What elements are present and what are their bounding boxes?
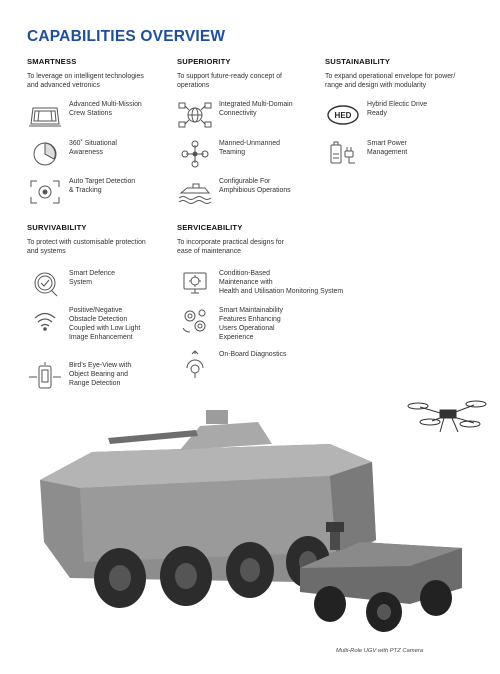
capability-label: Smart Power Management [367, 140, 408, 156]
teaming-icon [177, 139, 213, 169]
capability-item [177, 100, 293, 130]
maintenance-icon [177, 269, 213, 299]
section-serviceability [177, 223, 337, 256]
section-sustainability [325, 57, 497, 90]
capability-label: Positive/Negative Obstacle Detection Coupled with Low Light Image Enhancement [69, 307, 141, 341]
hed-icon-text: HED [334, 111, 352, 120]
section-description: To leverage on intelligent technologies and advanced vetronics [27, 73, 144, 89]
connectivity-icon [177, 100, 213, 130]
hybrid-drive-icon [325, 100, 361, 130]
image-caption: Multi-Role UGV with PTZ Camera [336, 648, 423, 654]
capability-label: Integrated Multi-Domain Connectivity [219, 101, 293, 117]
crew-station-icon [27, 100, 63, 130]
section-heading: SUPERIORITY [177, 57, 231, 66]
section-description: To expand operational envelope for power/ range and design with modularity [325, 73, 456, 89]
capability-item [27, 139, 117, 169]
drone-icon [408, 401, 486, 432]
section-heading: SUSTAINABILITY [325, 57, 391, 66]
capability-item [177, 177, 291, 207]
amphibious-icon [177, 177, 213, 207]
maintainability-icon [177, 306, 213, 336]
section-survivability [27, 223, 177, 256]
capability-item [27, 177, 135, 207]
section-description: To incorporate practical designs for ease of maintenance [177, 239, 284, 255]
section-heading: SERVICEABILITY [177, 223, 243, 232]
diagnostics-icon [177, 350, 213, 380]
vehicle-illustration [0, 392, 500, 652]
capability-label: Smart Defence System [69, 270, 115, 286]
capability-label: 360˚ Situational Awareness [69, 140, 117, 156]
section-heading: SURVIVABILITY [27, 223, 87, 232]
section-smartness [27, 57, 177, 90]
power-management-icon [325, 139, 361, 169]
capability-item [27, 306, 140, 342]
section-description: To protect with customisable protection and systems [27, 239, 146, 255]
birds-eye-view-icon [27, 361, 63, 391]
page-title: CAPABILITIES OVERVIEW [27, 28, 226, 45]
capability-label: Auto Target Detection & Tracking [69, 178, 136, 194]
capability-item [177, 306, 283, 342]
defence-system-icon [27, 269, 63, 299]
capability-label: Manned-Unmanned Teaming [219, 140, 280, 156]
capability-label: Condition-Based Maintenance with Health and Utilisation Monitoring System [219, 270, 344, 295]
capability-label: Configurable For Amphibious Operations [219, 178, 291, 194]
capability-label: Hybrid Electic Drive Ready [367, 101, 428, 117]
target-detection-icon [27, 177, 63, 207]
capability-item [27, 269, 115, 299]
capability-item [177, 269, 343, 299]
capability-item [177, 350, 286, 380]
capability-item [325, 139, 407, 169]
section-heading: SMARTNESS [27, 57, 77, 66]
capability-label: On-Board Diagnostics [219, 351, 287, 358]
capability-item [27, 361, 131, 391]
capability-label: Smart Maintainability Features Enhancing Users Operational Experience [219, 307, 283, 341]
capability-item [177, 139, 280, 169]
capability-item [27, 100, 142, 130]
capability-item [325, 100, 427, 130]
situational-awareness-icon [27, 139, 63, 169]
section-superiority [177, 57, 327, 90]
capability-label: Bird’s Eye-View with Object Bearing and Range Detection [69, 362, 132, 387]
section-description: To support future-ready concept of operations [177, 73, 282, 89]
capability-label: Advanced Multi-Mission Crew Stations [69, 101, 142, 117]
obstacle-detection-icon [27, 306, 63, 336]
